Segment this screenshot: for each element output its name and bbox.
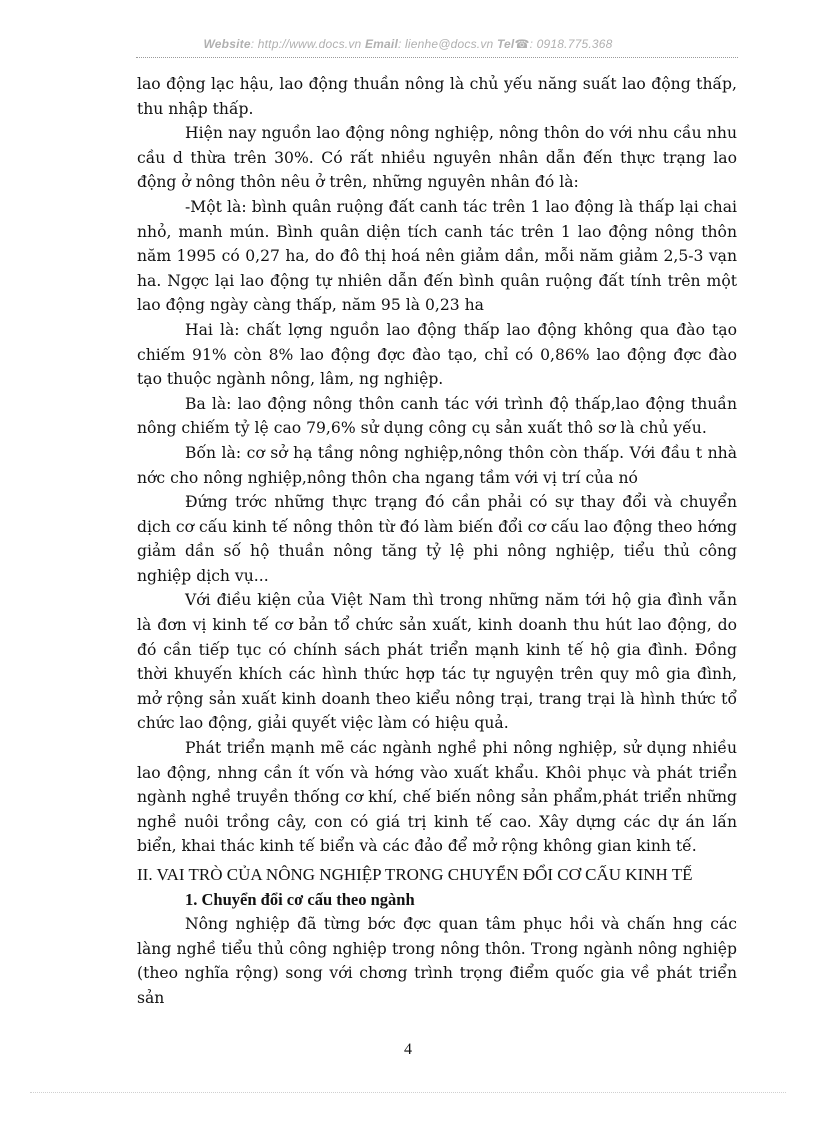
paragraph: Đứng trớc những thực trạng đó cần phải có sự thay đổi và chuyển dịch cơ cấu kinh tế nông thôn từ đó làm biến đổi cơ cấu lao động theo hớng giảm dần số hộ thuần nông tăng tỷ lệ phi nông nghiệp, tiểu thủ công nghiệp dịch vụ... [137, 493, 737, 585]
tel-label: Tel [496, 37, 515, 51]
paragraph: Hai là: chất lợng nguồn lao động thấp lao động không qua đào tạo chiếm 91% còn 8% lao động đợc đào tạo, chỉ có 0,86% lao động đợc đào tạo thuộc ngành nông, lâm, ng nghiệp. [137, 320, 737, 389]
email-value: : lienhe@docs.vn [397, 37, 494, 51]
paragraph: Phát triển mạnh mẽ các ngành nghề phi nông nghiệp, sử dụng nhiều lao động, nhng cần ít vốn và hớng vào xuất khẩu. Khôi phục và phát triển ngành nghề truyền thống cơ khí, chế biến nông sản phẩm,phát triển những nghề nuôi trồng cây, con có giá trị kinh tế cao. Xây dựng các dự án lấn biển, khai thác kinh tế biển và các đảo để mở rộng không gian kinh tế. [137, 739, 737, 856]
website-value: : http://www.docs.vn [250, 37, 362, 51]
website-label: Website [203, 37, 251, 51]
paragraph: Nông nghiệp đã từng bớc đợc quan tâm phục hồi và chấn hng các làng nghề tiểu thủ công nghiệp trong nông thôn. Trong ngành nông nghiệp (theo nghĩa rộng) song với chơng trình trọng điểm quốc gia về phát triển sản [137, 915, 737, 1007]
page-header [0, 37, 816, 51]
paragraph: Bốn là: cơ sở hạ tầng nông nghiệp,nông thôn còn thấp. Với đầu t nhà nớc cho nông nghiệp,nông thôn cha ngang tầm với vị trí của nó [137, 443, 737, 487]
tel-value: ☎: 0918.775.368 [514, 37, 613, 51]
document-body [137, 72, 737, 1011]
footer-divider [30, 1092, 786, 1093]
paragraph: Ba là: lao động nông thôn canh tác với trình độ thấp,lao động thuần nông chiếm tỷ lệ cao 79,6% sử dụng công cụ sản xuất thô sơ là chủ yếu. [137, 394, 737, 438]
page-number: 4 [404, 1041, 412, 1058]
paragraph: Với điều kiện của Việt Nam thì trong những năm tới hộ gia đình vẫn là đơn vị kinh tế cơ bản tổ chức sản xuất, kinh doanh thu hút lao động, do đó cần tiếp tục có chính sách phát triển mạnh kinh tế hộ gia đình. Đồng thời khuyến khích các hình thức hợp tác tự nguyện trên quy mô gia đình, mở rộng sản xuất kinh doanh theo kiểu nông trại, trang trại là hình thức tổ chức lao động, giải quyết việc làm có hiệu quả. [137, 591, 737, 733]
section-heading: II. VAI TRÒ CỦA NÔNG NGHIỆP TRONG CHUYỂN ĐỔI CƠ CẤU KINH TẾ [137, 865, 693, 884]
paragraph: Hiện nay nguồn lao động nông nghiệp, nông thôn do với nhu cầu nhu cầu d thừa trên 30%. Có rất nhiều nguyên nhân dẫn đến thực trạng lao động ở nông thôn nêu ở trên, những nguyên nhân đó là: [137, 124, 737, 192]
paragraph: -Một là: bình quân ruộng đất canh tác trên 1 lao động là thấp lại chai nhỏ, manh mún. Bình quân diện tích canh tác trên 1 lao động nông thôn năm 1995 có 0,27 ha, do đô thị hoá nên giảm dần, mỗi năm giảm 2,5-3 vạn ha. Ngợc lại lao động tự nhiên dẫn đến bình quân ruộng đất tính trên một lao động ngày càng thấp, năm 95 là 0,23 ha [137, 197, 737, 315]
header-divider [136, 57, 738, 58]
subsection-heading: 1. Chuyển đổi cơ cấu theo ngành [185, 889, 415, 909]
email-label: Email [364, 37, 398, 51]
paragraph: lao động lạc hậu, lao động thuần nông là chủ yếu năng suất lao động thấp, thu nhập thấp. [137, 75, 737, 118]
